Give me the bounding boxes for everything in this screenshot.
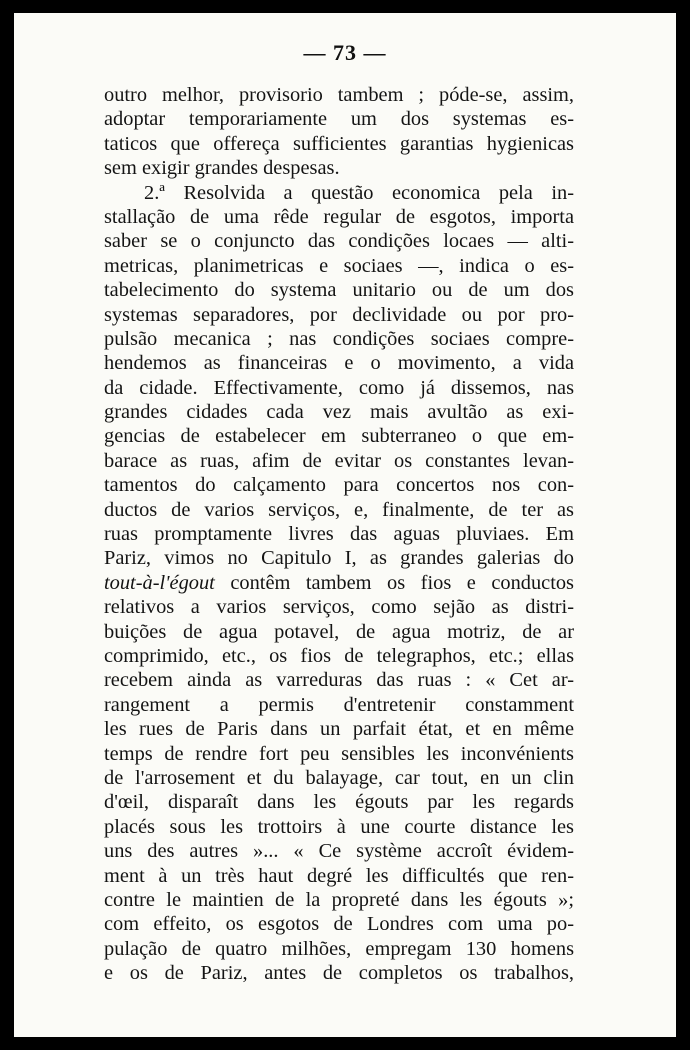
text-line: ruas promptamente livres das aguas pluviaes. Em: [104, 523, 574, 546]
text-line: saber se o conjuncto das condições locaes — alti-: [104, 230, 574, 253]
body-text: [104, 83, 574, 985]
text-line: metricas, planimetricas e sociaes —, indica o es-: [104, 254, 574, 277]
text-line: taticos que offereça sufficientes garantias hygienicas: [104, 132, 574, 155]
text-line: gencias de estabelecer em subterraneo o que em-: [104, 425, 574, 448]
text-line: da cidade. Effectivamente, como já dissemos, nas: [104, 376, 574, 399]
text-line: temps de rendre fort peu sensibles les inconvénients: [104, 742, 574, 765]
text-line: outro melhor, provisorio tambem ; póde-se, assim,: [104, 84, 574, 106]
text-line: comprimido, etc., os fios de telegraphos, etc.; ellas: [104, 644, 574, 667]
text-line: e os de Pariz, antes de completos os trabalhos,: [104, 962, 574, 985]
text-line: adoptar temporariamente um dos systemas es-: [104, 108, 574, 131]
text-line: hendemos as financeiras e o movimento, a vida: [104, 352, 574, 375]
text-line: les rues de Paris dans un parfait état, et en même: [104, 718, 574, 741]
line-continuation: contêm tambem os fios e conductos: [214, 571, 574, 594]
text-line: stallação de uma rêde regular de esgotos, importa: [104, 205, 574, 228]
text-line: relativos a varios serviços, como sejão as distri-: [104, 596, 574, 619]
text-line: tabelecimento do systema unitario ou de um dos: [104, 279, 574, 302]
page-number: — 73 —: [303, 40, 387, 65]
text-line: buições de agua potavel, de agua motriz, de ar: [104, 620, 574, 643]
text-line: barace as ruas, afim de evitar os constantes levan-: [104, 449, 574, 472]
text-line: 2.ª Resolvida a questão economica pela in-: [144, 181, 574, 204]
text-line: pulação de quatro milhões, empregam 130 homens: [104, 937, 574, 960]
text-line: rangement a permis d'entretenir constamment: [104, 693, 574, 716]
text-line: com effeito, os esgotos de Londres com uma po-: [104, 913, 574, 936]
text-line: contre le maintien de la propreté dans les égouts »;: [104, 888, 574, 911]
text-line: recebem ainda as varreduras das ruas : « Cet ar-: [104, 669, 574, 692]
text-line: ment à un très haut degré les difficultés que ren-: [104, 864, 574, 887]
text-line: ductos de varios serviços, e, finalmente, de ter as: [104, 498, 574, 521]
italic-term: tout-à-l'égout: [104, 571, 215, 594]
text-line: uns des autres »... « Ce système accroît évidem-: [104, 840, 574, 863]
text-line: sem exigir grandes despesas.: [104, 157, 340, 180]
text-line: Pariz, vimos no Capitulo I, as grandes galerias do: [104, 547, 574, 570]
text-line: pulsão mecanica ; nas condições sociaes compre-: [104, 327, 574, 350]
text-line: [104, 571, 574, 595]
text-line: tamentos do calçamento para concertos nos con-: [104, 474, 574, 497]
text-line: systemas separadores, por declividade ou por pro-: [104, 303, 574, 326]
text-line: grandes cidades cada vez mais avultão as exi-: [104, 401, 574, 424]
text-line: placés sous les trottoirs à une courte distance les: [104, 815, 574, 838]
text-line: de l'arrosement et du balayage, car tout, en un clin: [104, 766, 574, 789]
book-page: [14, 13, 676, 1037]
text-line: d'œil, disparaît dans les égouts par les regards: [104, 791, 574, 814]
